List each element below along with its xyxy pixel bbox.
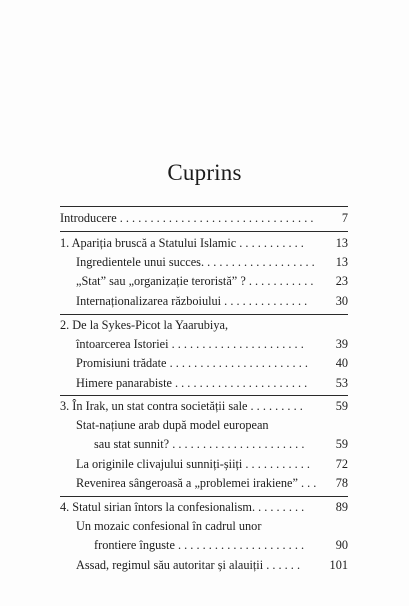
toc-entry-page: 13	[335, 255, 348, 269]
page-title: Cuprins	[167, 160, 242, 185]
toc-entry-text: Promisiuni trădate . . . . . . . . . . . . . . . . . . . . . . .	[76, 356, 308, 370]
divider	[60, 395, 348, 396]
divider	[60, 314, 348, 315]
toc-entry-page: 40	[335, 356, 348, 370]
toc-entry-text: frontiere înguste . . . . . . . . . . . . . . . . . . . . .	[94, 538, 305, 552]
toc-entry-page: 101	[329, 558, 348, 572]
toc-entry-text: „Stat” sau „organizație teroristă” ? . . . . . . . . . . .	[76, 274, 314, 288]
toc-entry-page: 23	[335, 274, 348, 288]
toc-entry-text: Un mozaic confesional în cadrul unor	[76, 519, 262, 533]
toc-entry-text: 2. De la Sykes-Picot la Yaarubiya,	[60, 318, 229, 332]
toc-entry-text: Revenirea sângeroasă a „problemei irakiene” . . .	[76, 476, 317, 490]
toc-entry-text: Internaționalizarea războiului . . . . . . . . . . . . . .	[76, 294, 308, 308]
toc-entry-text: Introducere . . . . . . . . . . . . . . . . . . . . . . . . . . . . . . . .	[60, 211, 314, 225]
toc-entry-text: 4. Statul sirian întors la confesionalism. . . . . . . . .	[60, 500, 305, 514]
toc-entry-page: 89	[335, 500, 348, 514]
divider	[60, 231, 348, 232]
toc-entry-page: 78	[335, 476, 348, 490]
toc-entry-page: 7	[341, 211, 348, 225]
toc-entry-page: 59	[335, 437, 348, 451]
divider	[60, 206, 348, 207]
toc-entry-text: Ingredientele unui succes. . . . . . . . . . . . . . . . . . .	[76, 255, 315, 269]
toc-entry-text: sau stat sunnit? . . . . . . . . . . . . . . . . . . . . . .	[94, 437, 305, 451]
toc-entry-page: 30	[335, 294, 348, 308]
toc-entry-page: 90	[335, 538, 348, 552]
toc-entry-text: Assad, regimul său autoritar și alauiții . . . . . .	[76, 558, 301, 572]
divider	[60, 496, 348, 497]
toc-entry-page: 72	[335, 457, 348, 471]
toc-entry-text: întoarcerea Istoriei . . . . . . . . . . . . . . . . . . . . . .	[76, 337, 304, 351]
toc-entry-page: 39	[335, 337, 348, 351]
toc-entry-text: 1. Apariția bruscă a Statului Islamic . . . . . . . . . . .	[60, 236, 304, 250]
toc-entry-page: 13	[335, 236, 348, 250]
toc-entry-text: Stat-națiune arab după model european	[76, 418, 269, 432]
toc-entry-page: 53	[335, 376, 348, 390]
toc-entry-text: Himere panarabiste . . . . . . . . . . . . . . . . . . . . . .	[76, 376, 308, 390]
toc-entry-page: 59	[335, 399, 348, 413]
toc-entry-text: 3. În Irak, un stat contra societății sale . . . . . . . . .	[60, 399, 303, 413]
toc-entry-text: La originile clivajului sunniți-șiiți . . . . . . . . . . .	[76, 457, 310, 471]
